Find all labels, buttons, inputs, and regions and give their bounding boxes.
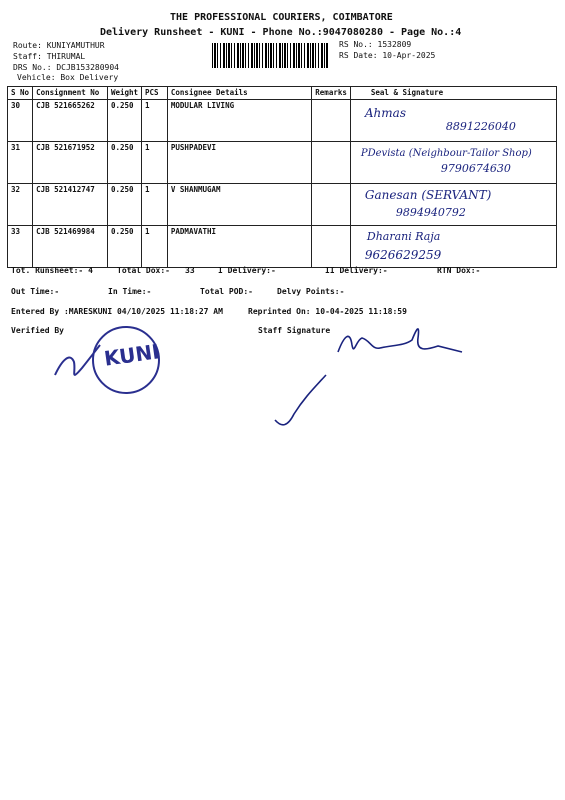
col-header-remarks: Remarks	[312, 87, 351, 100]
staff-signature-label: Staff Signature	[258, 326, 331, 335]
route-label: Route: KUNIYAMUTHUR	[13, 41, 105, 50]
cell-pcs: 1	[142, 226, 168, 268]
handwritten-phone: 8891226040	[445, 120, 516, 133]
reprinted-on: Reprinted On: 10-04-2025 11:18:59	[248, 307, 407, 316]
total-dox-label: Total Dox:-	[117, 266, 170, 275]
col-header-weight: Weight	[107, 87, 141, 100]
cell-weight: 0.250	[107, 184, 141, 226]
kuni-stamp-text: KUNI	[102, 339, 161, 371]
cell-pcs: 1	[142, 184, 168, 226]
cell-sno: 32	[8, 184, 33, 226]
rs-date: RS Date: 10-Apr-2025	[339, 51, 436, 60]
cell-consignee: MODULAR LIVING	[167, 100, 311, 142]
col-header-seal: Seal & Signature	[350, 87, 556, 100]
cell-consignment: CJB 521665262	[33, 100, 108, 142]
handwritten-signature: PDevista (Neighbour-Tailor Shop)	[360, 148, 532, 159]
handwritten-phone: 9790674630	[440, 162, 511, 175]
total-runsheet: Tot. Runsheet:- 4	[11, 266, 93, 275]
col-header-consignment: Consignment No	[33, 87, 108, 100]
ii-delivery-label: II Delivery:-	[325, 266, 388, 275]
cell-consignee: PADMAVATHI	[167, 226, 311, 268]
runsheet-title: Delivery Runsheet - KUNI - Phone No.:9047080280 - Page No.:4	[100, 27, 462, 38]
handwritten-signature: Ganesan (SERVANT)	[364, 188, 492, 202]
out-time-label: Out Time:-	[11, 287, 60, 296]
cell-pcs: 1	[142, 142, 168, 184]
cell-weight: 0.250	[107, 100, 141, 142]
cell-consignment: CJB 521412747	[33, 184, 108, 226]
delvy-points-label: Delvy Points:-	[277, 287, 345, 296]
checkmark-icon	[275, 375, 326, 425]
verified-signature-icon	[55, 345, 100, 375]
entered-by: Entered By :MARESKUNI 04/10/2025 11:18:27 AM	[11, 307, 223, 316]
handwritten-phone: 9894940792	[395, 206, 466, 219]
staff-label: Staff: THIRUMAL	[13, 52, 86, 61]
cell-consignment: CJB 521469984	[33, 226, 108, 268]
vehicle-label: Vehicle: Box Delivery	[17, 73, 119, 82]
drs-number: DRS No.: DCJB153280904	[13, 63, 119, 72]
col-header-pcs: PCS	[142, 87, 168, 100]
col-header-sno: S No	[8, 87, 33, 100]
cell-consignment: CJB 521671952	[33, 142, 108, 184]
cell-consignee: V SHANMUGAM	[167, 184, 311, 226]
cell-pcs: 1	[142, 100, 168, 142]
handwritten-phone: 9626629259	[364, 248, 442, 262]
cell-sno: 33	[8, 226, 33, 268]
company-title: THE PROFESSIONAL COURIERS, COIMBATORE	[170, 12, 393, 23]
staff-signature-icon	[338, 329, 462, 352]
cell-sno: 30	[8, 100, 33, 142]
cell-weight: 0.250	[107, 226, 141, 268]
cell-consignee: PUSHPADEVI	[167, 142, 311, 184]
verified-by-label: Verified By	[11, 326, 64, 335]
in-time-label: In Time:-	[108, 287, 152, 296]
cell-sno: 31	[8, 142, 33, 184]
i-delivery-label: I Delivery:-	[218, 266, 276, 275]
handwritten-signature: Ahmas	[364, 106, 406, 120]
rs-number: RS No.: 1532809	[339, 40, 412, 49]
handwritten-signature: Dharani Raja	[366, 230, 441, 243]
total-dox-value: 33	[185, 266, 195, 275]
total-pod-label: Total POD:-	[200, 287, 253, 296]
cell-weight: 0.250	[107, 142, 141, 184]
col-header-consignee: Consignee Details	[167, 87, 311, 100]
rtn-dox-label: RTN Dox:-	[437, 266, 481, 275]
